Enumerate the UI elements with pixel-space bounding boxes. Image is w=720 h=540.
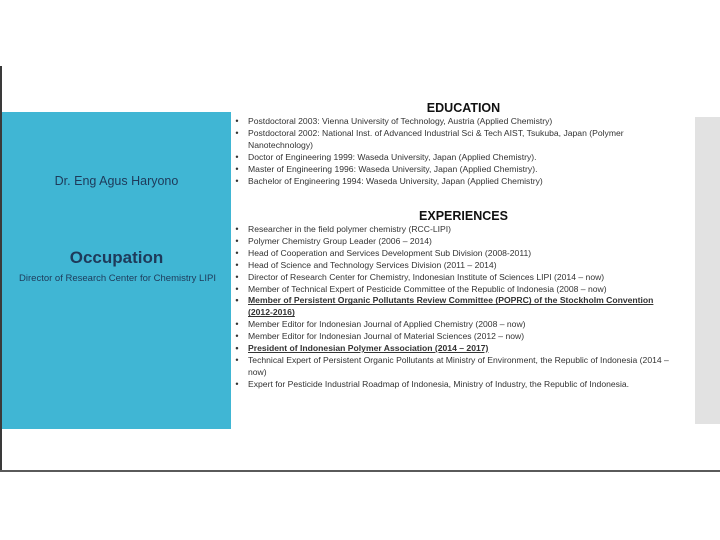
list-item: • Doctor of Engineering 1999: Waseda University, Japan (Applied Chemistry). (248, 152, 674, 164)
list-item: • Technical Expert of Persistent Organic Pollutants at Ministry of Environment, the Republic of Indonesia (2014 – now) (248, 355, 674, 379)
occupation-title: Occupation (69, 248, 164, 267)
list-item: • Expert for Pesticide Industrial Roadmap of Indonesia, Ministry of Industry, the Republic of Indonesia. (248, 379, 674, 391)
list-item: • Head of Cooperation and Services Development Sub Division (2008-2011) (248, 248, 674, 260)
right-gray-bar (695, 117, 720, 424)
list-item: • Member Editor for Indonesian Journal of Material Sciences (2012 – now) (248, 331, 674, 343)
profile-panel (2, 112, 231, 429)
list-item: • Bachelor of Engineering 1994: Waseda University, Japan (Applied Chemistry) (248, 176, 674, 188)
list-item: • Director of Research Center for Chemistry, Indonesian Institute of Sciences LIPI (2014 – now) (248, 272, 674, 284)
list-item: • President of Indonesian Polymer Association (2014 – 2017) (248, 343, 674, 355)
experiences-heading: EXPERIENCES (419, 209, 508, 223)
list-item: • Master of Engineering 1996: Waseda University, Japan (Applied Chemistry). (248, 164, 674, 176)
list-item: • Polymer Chemistry Group Leader (2006 – 2014) (248, 236, 674, 248)
list-item: • Member Editor for Indonesian Journal of Applied Chemistry (2008 – now) (248, 319, 674, 331)
list-item: • Postdoctoral 2003: Vienna University of Technology, Austria (Applied Chemistry) (248, 116, 674, 128)
education-list (232, 116, 674, 187)
list-item: • Member of Persistent Organic Pollutants Review Committee (POPRC) of the Stockholm Convention (2012-2016) (248, 295, 674, 319)
list-item: • Member of Technical Expert of Pesticide Committee of the Republic of Indonesia (2008 – now) (248, 284, 674, 296)
list-item: • Head of Science and Technology Services Division (2011 – 2014) (248, 260, 674, 272)
occupation-description: Director of Research Center for Chemistry LIPI (19, 273, 216, 284)
education-heading: EDUCATION (426, 101, 501, 115)
slide-bottom-border (0, 470, 720, 472)
list-item: • Postdoctoral 2002: National Inst. of Advanced Industrial Sci & Tech AIST, Tsukuba, Japan (Polymer Nanotechnology) (248, 128, 674, 152)
profile-name: Dr. Eng Agus Haryono (54, 174, 179, 188)
list-item: • Researcher in the field polymer chemistry (RCC-LIPI) (248, 224, 674, 236)
experiences-list (232, 224, 674, 391)
